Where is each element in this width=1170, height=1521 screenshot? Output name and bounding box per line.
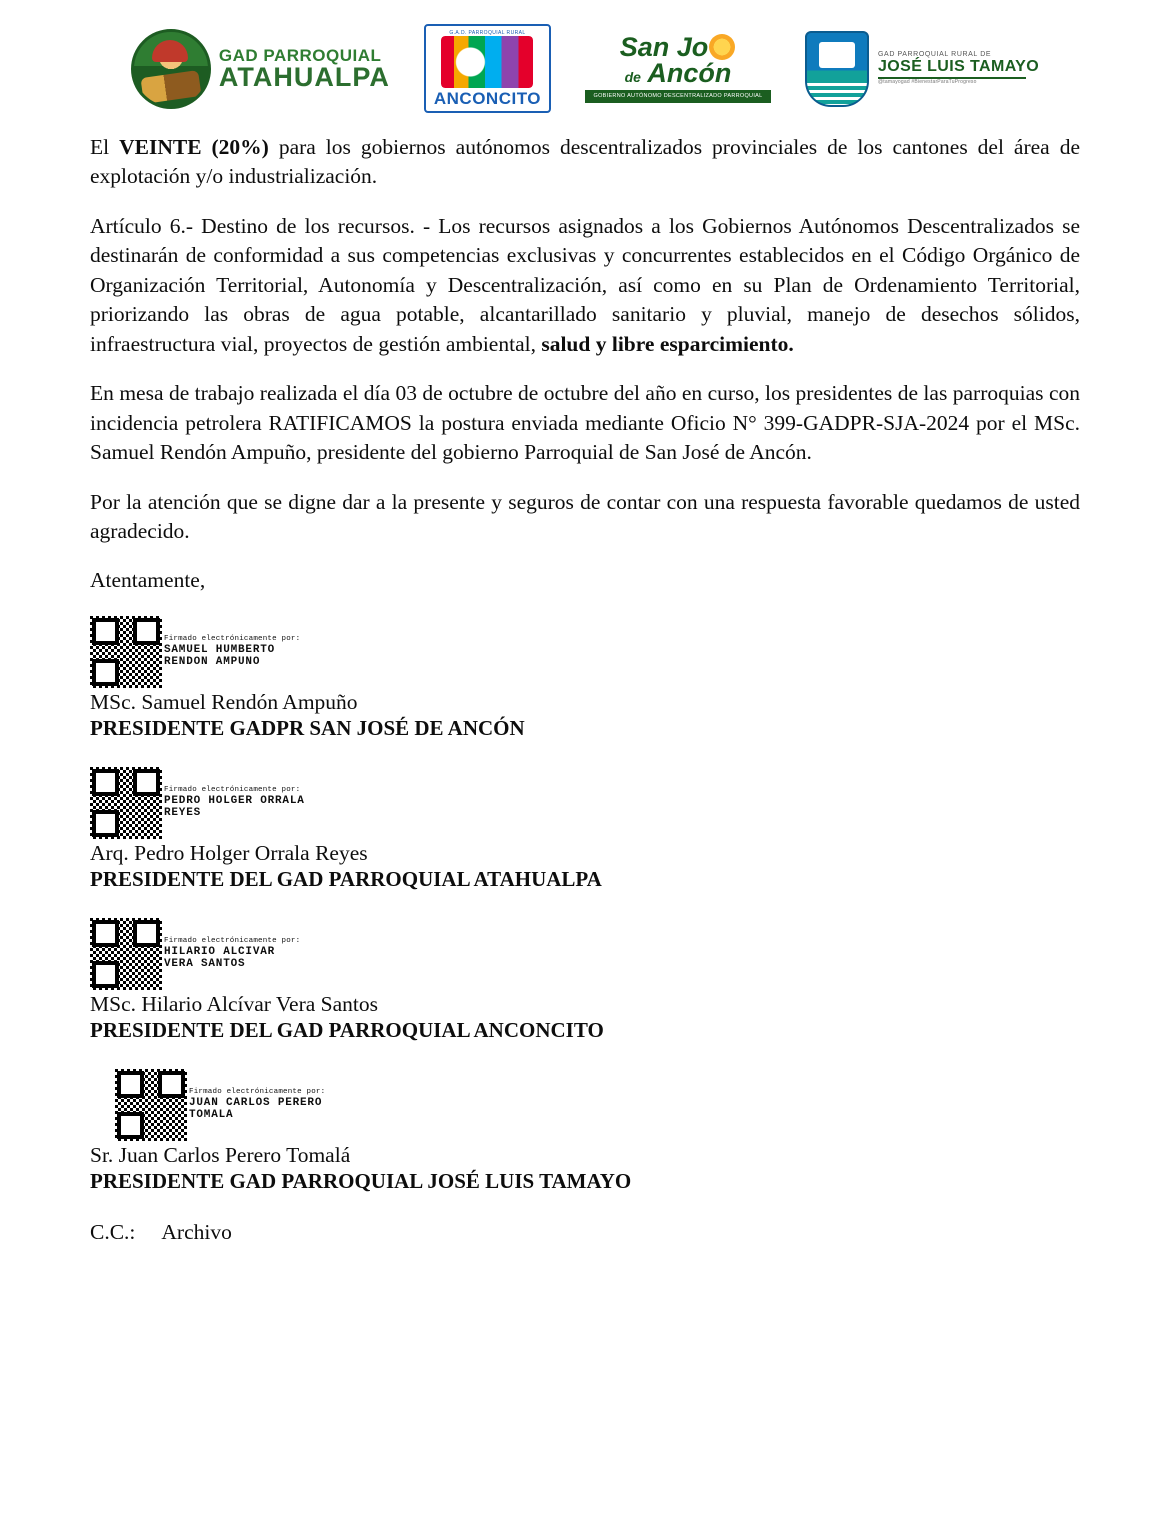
logo-gad-parroquial-atahualpa [131,29,390,109]
cc-value: Archivo [161,1219,232,1244]
qr-code-icon [115,1069,187,1141]
signer-name-line1: SAMUEL HUMBERTO [164,643,276,656]
paragraph-veinte-porciento-run-2: para los gobiernos autónomos descentralizados provinciales de los cantones del área de explotación y/o industrialización. [90,135,1080,189]
atahualpa-line2: ATAHUALPA [218,61,390,92]
ancon-wordmark [620,34,737,86]
signatory-title: PRESIDENTE GADPR SAN JOSÉ DE ANCÓN [90,715,525,740]
signatory-name: MSc. Samuel Rendón Ampuño [90,689,358,714]
signer-name-line1: PEDRO HOLGER ORRALA [164,794,305,807]
paragraph-atencion-run-0: Por la atención que se digne dar a la presente y seguros de contar con una respuesta favorable quedamos de usted agradecido. [90,489,1080,543]
tamayo-line3: @tamayogad #BienestarParaTuProgreso [878,79,977,86]
atahualpa-wordmark [219,47,390,91]
tamayo-line1: GAD PARROQUIAL RURAL DE [878,51,992,59]
sun-icon [709,34,735,60]
signature-stamp-juan-carlos-perero-tomala [115,1069,1080,1141]
anconcito-toptext: G.A.D. PARROQUIAL RURAL [449,30,526,36]
ancon-title-bottom: Ancón [647,58,732,88]
letterhead [0,0,1170,119]
logo-gad-parroquial-anconcito [424,24,551,113]
signature-meta [164,635,300,669]
paragraph-list [90,133,1080,596]
logo-gad-parroquial-jose-luis-tamayo [805,31,1039,107]
paragraph-veinte-porciento [90,133,1080,192]
signature-block-juan-carlos-perero-tomala [90,1069,1080,1194]
paragraph-veinte-porciento-run-0: El [90,135,120,159]
anconcito-wordmark: ANCONCITO [433,89,541,108]
qr-code-icon [90,767,162,839]
signer-name-line2: TOMALA [189,1109,234,1122]
signature-block-hilario-alcivar-vera-santos [90,918,1080,1043]
qr-finder-icon [92,659,119,686]
signatory-title: PRESIDENTE GAD PARROQUIAL JOSÉ LUIS TAMAYO [90,1168,632,1193]
signatory-name: MSc. Hilario Alcívar Vera Santos [90,991,379,1016]
paragraph-atencion [90,488,1080,547]
signatory-name: Sr. Juan Carlos Perero Tomalá [90,1142,351,1167]
qr-finder-icon [92,810,119,837]
signer-name-line2: RENDON AMPUNO [164,656,261,669]
qr-code-icon [90,918,162,990]
document-body [0,119,1170,1245]
signer-name-line1: HILARIO ALCIVAR [164,945,276,958]
ancon-title-de: de [624,69,641,85]
ancon-title-top: San Jo [619,32,709,63]
paragraph-articulo-6-run-0: Artículo 6.- Destino de los recursos. - Los recursos asignados a los Gobiernos Autónomos Descentralizados se destinarán de conformidad a sus competencias exclusivas y concurrentes establecidos en el Código Orgánico de Organización Territorial, Autonomía y Descentralización, así como en su Plan de Ordenamiento Territorial, priorizando las obras de agua potable, alcantarillado sanitario y pluvial, manejo de desechos sólidos, infraestructura vial, proyectos de gestión ambiental, [90,213,1080,356]
signature-list [90,616,1080,1194]
signature-meta [164,937,300,971]
tamayo-line2: JOSÉ LUIS TAMAYO [878,57,1040,75]
paragraph-articulo-6 [90,212,1080,359]
signed-electronically-label: Firmado electrónicamente por: [189,1087,326,1096]
signature-meta [164,786,305,820]
signed-electronically-label: Firmado electrónicamente por: [164,936,301,945]
paragraph-mesa-de-trabajo-run-0: En mesa de trabajo realizada el día 03 de octubre de octubre del año en curso, los presidentes de las parroquias con incidencia petrolera RATIFICAMOS la postura enviada mediante Oficio N° 399-GADPR-SJA-2024 por el MSc. Samuel Rendón Ampuño, presidente del gobierno Parroquial de San José de Ancón. [90,381,1080,465]
signature-block-samuel-rendon-ampuno [90,616,1080,741]
signatory-name: Arq. Pedro Holger Orrala Reyes [90,840,368,865]
signer-name-line1: JUAN CARLOS PERERO [189,1096,323,1109]
signature-stamp-pedro-holger-orrala-reyes [90,767,1080,839]
tamayo-wordmark [878,51,1039,85]
paragraph-atentamente-run-0: Atentamente, [90,568,206,593]
ancon-subtitle-bar: GOBIERNO AUTÓNOMO DESCENTRALIZADO PARROQUIAL [585,90,771,103]
qr-code-icon [90,616,162,688]
signer-name-line2: REYES [164,807,202,820]
anconcito-mark-icon [441,36,533,88]
paragraph-atentamente [90,566,1080,595]
signer-name-line2: VERA SANTOS [164,958,246,971]
atahualpa-line1: GAD PARROQUIAL [218,45,382,65]
signed-electronically-label: Firmado electrónicamente por: [164,785,301,794]
cc-label: C.C.: [90,1219,136,1244]
signature-block-pedro-holger-orrala-reyes [90,767,1080,892]
signatory-title: PRESIDENTE DEL GAD PARROQUIAL ATAHUALPA [90,866,602,891]
signature-stamp-hilario-alcivar-vera-santos [90,918,1080,990]
paragraph-mesa-de-trabajo [90,379,1080,467]
signature-meta [189,1088,325,1122]
signature-stamp-samuel-rendon-ampuno [90,616,1080,688]
carbon-copy [90,1220,1080,1245]
tamayo-shield-icon [805,31,869,107]
signatory-title: PRESIDENTE DEL GAD PARROQUIAL ANCONCITO [90,1017,604,1042]
logo-san-jose-de-ancon [585,34,771,102]
paragraph-articulo-6-run-1: salud y libre esparcimiento. [541,331,794,356]
signed-electronically-label: Firmado electrónicamente por: [164,634,301,643]
qr-finder-icon [92,961,119,988]
atahualpa-crest-icon [131,29,211,109]
qr-finder-icon [117,1112,144,1139]
paragraph-veinte-porciento-run-1: VEINTE (20%) [119,135,269,159]
